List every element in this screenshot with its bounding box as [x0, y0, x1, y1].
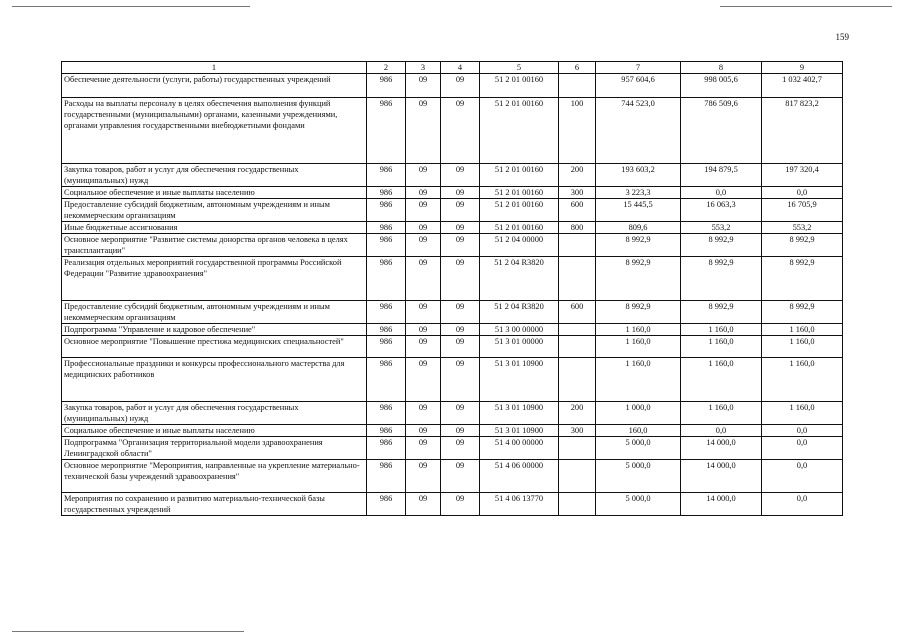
row-value-cell: 09 — [441, 425, 480, 437]
table-row — [62, 222, 843, 234]
row-value-cell: 0,0 — [762, 425, 843, 437]
row-value-cell: 1 160,0 — [681, 324, 762, 336]
top-rule-right — [720, 6, 892, 7]
row-name-cell: Основное мероприятие "Развитие системы донорства органов человека в целях трансплантации" — [62, 234, 367, 257]
row-value-cell: 51 3 01 00000 — [480, 336, 559, 358]
row-value-cell: 09 — [441, 437, 480, 460]
row-value-cell: 300 — [559, 425, 596, 437]
row-value-cell: 1 160,0 — [596, 358, 681, 402]
row-value-cell: 09 — [441, 222, 480, 234]
row-value-cell: 09 — [406, 199, 441, 222]
row-value-cell: 09 — [406, 74, 441, 98]
row-value-cell: 553,2 — [681, 222, 762, 234]
row-value-cell: 51 2 04 R3820 — [480, 257, 559, 301]
row-name-cell: Закупка товаров, работ и услуг для обеспечения государственных (муниципальных) нужд — [62, 402, 367, 425]
table-row — [62, 425, 843, 437]
row-name-cell: Реализация отдельных мероприятий государственной программы Российской Федерации "Развитие здравоохранения" — [62, 257, 367, 301]
row-value-cell: 09 — [406, 460, 441, 493]
table-row — [62, 257, 843, 301]
row-value-cell: 193 603,2 — [596, 164, 681, 187]
table-row — [62, 234, 843, 257]
row-name-cell: Социальное обеспечение и иные выплаты населению — [62, 425, 367, 437]
row-value-cell: 09 — [441, 199, 480, 222]
row-value-cell: 986 — [367, 493, 406, 516]
row-value-cell: 09 — [441, 98, 480, 164]
row-value-cell: 51 4 06 13770 — [480, 493, 559, 516]
row-value-cell — [559, 336, 596, 358]
row-value-cell: 986 — [367, 460, 406, 493]
row-value-cell: 800 — [559, 222, 596, 234]
row-value-cell: 1 160,0 — [762, 336, 843, 358]
row-value-cell: 986 — [367, 301, 406, 324]
row-value-cell: 1 160,0 — [596, 336, 681, 358]
row-name-cell: Профессиональные праздники и конкурсы профессионального мастерства для медицинских работников — [62, 358, 367, 402]
row-value-cell: 8 992,9 — [596, 257, 681, 301]
row-value-cell: 09 — [406, 358, 441, 402]
row-value-cell: 09 — [441, 402, 480, 425]
row-value-cell: 09 — [406, 234, 441, 257]
row-value-cell: 986 — [367, 199, 406, 222]
row-value-cell: 600 — [559, 199, 596, 222]
row-value-cell: 51 3 01 10900 — [480, 425, 559, 437]
row-value-cell: 16 705,9 — [762, 199, 843, 222]
row-value-cell: 09 — [406, 324, 441, 336]
row-value-cell: 197 320,4 — [762, 164, 843, 187]
row-value-cell: 8 992,9 — [762, 301, 843, 324]
table-row — [62, 324, 843, 336]
row-value-cell: 553,2 — [762, 222, 843, 234]
table-row — [62, 301, 843, 324]
row-value-cell: 786 509,6 — [681, 98, 762, 164]
row-value-cell — [559, 234, 596, 257]
row-value-cell: 1 160,0 — [596, 324, 681, 336]
row-value-cell: 986 — [367, 164, 406, 187]
row-value-cell: 5 000,0 — [596, 437, 681, 460]
row-value-cell: 3 223,3 — [596, 187, 681, 199]
row-value-cell: 1 160,0 — [762, 324, 843, 336]
row-value-cell: 200 — [559, 164, 596, 187]
row-value-cell: 809,6 — [596, 222, 681, 234]
row-value-cell: 8 992,9 — [681, 257, 762, 301]
row-value-cell: 1 160,0 — [681, 358, 762, 402]
row-value-cell: 09 — [406, 402, 441, 425]
row-value-cell: 09 — [406, 493, 441, 516]
row-value-cell: 09 — [406, 336, 441, 358]
row-name-cell: Предоставление субсидий бюджетным, автономным учреждениям и иным некоммерческим организациям — [62, 301, 367, 324]
row-value-cell: 51 2 01 00160 — [480, 98, 559, 164]
row-value-cell: 986 — [367, 324, 406, 336]
row-value-cell: 09 — [406, 164, 441, 187]
row-value-cell: 1 160,0 — [681, 336, 762, 358]
row-value-cell: 1 160,0 — [762, 402, 843, 425]
row-value-cell: 986 — [367, 358, 406, 402]
header-cell: 7 — [596, 62, 681, 74]
row-value-cell: 194 879,5 — [681, 164, 762, 187]
row-name-cell: Социальное обеспечение и иные выплаты населению — [62, 187, 367, 199]
header-cell: 8 — [681, 62, 762, 74]
row-value-cell — [559, 358, 596, 402]
row-value-cell: 5 000,0 — [596, 460, 681, 493]
row-value-cell: 986 — [367, 437, 406, 460]
row-value-cell: 51 2 01 00160 — [480, 187, 559, 199]
header-row — [62, 62, 843, 74]
row-value-cell: 09 — [406, 222, 441, 234]
row-value-cell: 986 — [367, 74, 406, 98]
row-value-cell: 0,0 — [762, 493, 843, 516]
row-value-cell: 0,0 — [762, 187, 843, 199]
row-value-cell: 09 — [406, 425, 441, 437]
row-name-cell: Подпрограмма "Управление и кадровое обеспечение" — [62, 324, 367, 336]
bottom-rule-left — [12, 631, 244, 632]
row-value-cell: 0,0 — [681, 187, 762, 199]
row-value-cell: 51 2 04 00000 — [480, 234, 559, 257]
row-value-cell: 51 2 04 R3820 — [480, 301, 559, 324]
row-value-cell: 15 445,5 — [596, 199, 681, 222]
row-value-cell: 0,0 — [681, 425, 762, 437]
row-value-cell — [559, 493, 596, 516]
row-value-cell: 09 — [406, 98, 441, 164]
page-number: 159 — [835, 32, 849, 42]
row-value-cell: 8 992,9 — [681, 301, 762, 324]
row-value-cell: 09 — [441, 336, 480, 358]
table-row — [62, 437, 843, 460]
row-value-cell: 817 823,2 — [762, 98, 843, 164]
row-value-cell: 14 000,0 — [681, 460, 762, 493]
row-value-cell: 744 523,0 — [596, 98, 681, 164]
table-body — [62, 74, 843, 516]
row-value-cell: 8 992,9 — [596, 234, 681, 257]
row-value-cell: 51 4 00 00000 — [480, 437, 559, 460]
row-value-cell: 986 — [367, 234, 406, 257]
row-value-cell: 09 — [441, 301, 480, 324]
table-row — [62, 402, 843, 425]
row-value-cell: 09 — [441, 74, 480, 98]
row-value-cell: 8 992,9 — [681, 234, 762, 257]
row-value-cell: 09 — [441, 324, 480, 336]
row-value-cell: 986 — [367, 98, 406, 164]
row-value-cell: 51 2 01 00160 — [480, 164, 559, 187]
table-row — [62, 164, 843, 187]
row-value-cell: 09 — [406, 257, 441, 301]
row-value-cell: 09 — [441, 164, 480, 187]
row-value-cell: 957 604,6 — [596, 74, 681, 98]
row-value-cell: 200 — [559, 402, 596, 425]
row-value-cell: 8 992,9 — [762, 257, 843, 301]
row-value-cell: 0,0 — [762, 460, 843, 493]
row-value-cell — [559, 74, 596, 98]
row-value-cell: 09 — [406, 301, 441, 324]
row-name-cell: Обеспечение деятельности (услуги, работы) государственных учреждений — [62, 74, 367, 98]
row-value-cell: 09 — [441, 257, 480, 301]
row-value-cell: 51 2 01 00160 — [480, 199, 559, 222]
row-value-cell: 51 3 00 00000 — [480, 324, 559, 336]
table-row — [62, 187, 843, 199]
row-value-cell: 986 — [367, 187, 406, 199]
row-value-cell: 986 — [367, 402, 406, 425]
row-value-cell: 100 — [559, 98, 596, 164]
row-value-cell: 09 — [441, 187, 480, 199]
row-value-cell: 986 — [367, 336, 406, 358]
row-value-cell: 51 2 01 00160 — [480, 222, 559, 234]
row-value-cell: 51 2 01 00160 — [480, 74, 559, 98]
row-value-cell: 8 992,9 — [762, 234, 843, 257]
table-row — [62, 336, 843, 358]
row-value-cell: 09 — [441, 493, 480, 516]
row-value-cell: 1 160,0 — [762, 358, 843, 402]
row-name-cell: Закупка товаров, работ и услуг для обеспечения государственных (муниципальных) нужд — [62, 164, 367, 187]
row-value-cell: 09 — [406, 187, 441, 199]
row-value-cell: 986 — [367, 257, 406, 301]
row-value-cell: 51 3 01 10900 — [480, 402, 559, 425]
table-row — [62, 358, 843, 402]
row-name-cell: Предоставление субсидий бюджетным, автономным учреждениям и иным некоммерческим организациям — [62, 199, 367, 222]
table-row — [62, 74, 843, 98]
header-cell: 4 — [441, 62, 480, 74]
row-value-cell: 14 000,0 — [681, 437, 762, 460]
row-value-cell — [559, 437, 596, 460]
header-cell: 6 — [559, 62, 596, 74]
row-value-cell: 1 160,0 — [681, 402, 762, 425]
row-value-cell: 1 032 402,7 — [762, 74, 843, 98]
header-cell: 3 — [406, 62, 441, 74]
row-value-cell: 600 — [559, 301, 596, 324]
header-cell: 9 — [762, 62, 843, 74]
row-value-cell: 16 063,3 — [681, 199, 762, 222]
table-row — [62, 199, 843, 222]
row-value-cell: 5 000,0 — [596, 493, 681, 516]
row-value-cell: 300 — [559, 187, 596, 199]
row-value-cell — [559, 324, 596, 336]
table-row — [62, 460, 843, 493]
row-value-cell: 8 992,9 — [596, 301, 681, 324]
row-value-cell: 160,0 — [596, 425, 681, 437]
row-value-cell — [559, 257, 596, 301]
row-value-cell — [559, 460, 596, 493]
table-row — [62, 98, 843, 164]
row-name-cell: Мероприятия по сохранению и развитию материально-технической базы государственных учреждений — [62, 493, 367, 516]
row-name-cell: Подпрограмма "Организация территориальной модели здравоохранения Ленинградской области" — [62, 437, 367, 460]
row-value-cell: 1 000,0 — [596, 402, 681, 425]
row-name-cell: Расходы на выплаты персоналу в целях обеспечения выполнения функций государственными (муниципальными) органами, казенными учреждениями, органами управления государственными внебюджетными фондами — [62, 98, 367, 164]
top-rule-left — [12, 6, 250, 7]
row-value-cell: 09 — [441, 234, 480, 257]
row-value-cell: 0,0 — [762, 437, 843, 460]
row-name-cell: Основное мероприятие "Повышение престижа медицинских специальностей" — [62, 336, 367, 358]
row-value-cell: 986 — [367, 222, 406, 234]
row-value-cell: 51 4 06 00000 — [480, 460, 559, 493]
header-cell: 2 — [367, 62, 406, 74]
header-cell: 1 — [62, 62, 367, 74]
row-value-cell: 51 3 01 10900 — [480, 358, 559, 402]
table-row — [62, 493, 843, 516]
budget-table — [61, 61, 843, 516]
row-value-cell: 09 — [441, 460, 480, 493]
row-value-cell: 986 — [367, 425, 406, 437]
row-value-cell: 14 000,0 — [681, 493, 762, 516]
row-value-cell: 09 — [441, 358, 480, 402]
row-name-cell: Основное мероприятие "Мероприятия, направленные на укрепление материально-технической базы учреждений здравоохранения" — [62, 460, 367, 493]
row-name-cell: Иные бюджетные ассигнования — [62, 222, 367, 234]
row-value-cell: 998 005,6 — [681, 74, 762, 98]
row-value-cell: 09 — [406, 437, 441, 460]
header-cell: 5 — [480, 62, 559, 74]
